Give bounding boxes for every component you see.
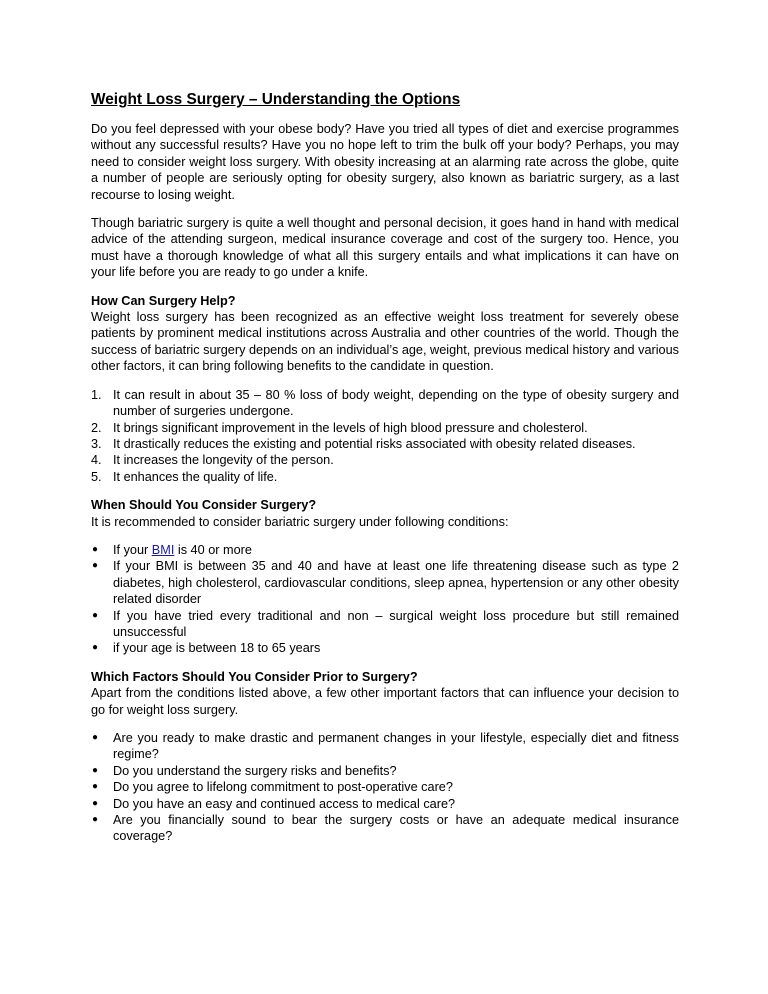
list-item-text: Do you understand the surgery risks and benefits?: [113, 763, 397, 778]
benefits-list: [91, 387, 679, 485]
list-item-text: Are you financially sound to bear the surgery costs or have an adequate medical insurance coverage?: [113, 813, 679, 844]
bullet-icon: ●: [92, 642, 99, 654]
conditions-list: [91, 542, 679, 657]
list-item: [91, 608, 679, 641]
bullet-icon: ●: [92, 797, 99, 809]
section-body: Weight loss surgery has been recognized as an effective weight loss treatment for severely obese patients by prominent medical institutions across Australia and other countries of the world. Though the success of bariatric surgery depends on an individual’s age, weight, previous medical history and various other factors, it can bring following benefits to the candidate in question.: [91, 310, 679, 374]
bmi-link[interactable]: BMI: [151, 542, 175, 557]
list-item-text-pre: If your: [113, 542, 152, 557]
section-heading: When Should You Consider Surgery?: [91, 498, 317, 513]
list-item-text: If you have tried every traditional and non – surgical weight loss procedure but still remained unsuccessful: [113, 608, 679, 639]
section-how-can-surgery-help: [91, 293, 679, 375]
list-item-text: It drastically reduces the existing and potential risks associated with obesity related diseases.: [113, 436, 636, 451]
bullet-icon: ●: [92, 764, 99, 776]
bullet-icon: ●: [92, 543, 99, 555]
bullet-icon: ●: [92, 732, 99, 743]
list-item: [91, 558, 679, 607]
factors-list: [91, 730, 679, 845]
document-title: Weight Loss Surgery – Understanding the Options: [91, 91, 461, 108]
list-item-text: Do you agree to lifelong commitment to post-operative care?: [113, 780, 453, 795]
section-factors-prior-to-surgery: [91, 669, 679, 718]
list-item: [91, 796, 679, 812]
list-item: [91, 469, 679, 485]
list-item: [91, 420, 679, 436]
list-item-text: It enhances the quality of life.: [113, 469, 278, 484]
bullet-icon: ●: [92, 781, 99, 793]
list-item: [91, 542, 679, 558]
list-item-text: It can result in about 35 – 80 % loss of body weight, depending on the type of obesity surgery and number of surgeries undergone.: [113, 387, 679, 419]
list-item: [91, 436, 679, 452]
list-number: 3.: [91, 436, 102, 451]
section-when-consider-surgery: [91, 497, 679, 530]
list-item-text: Do you have an easy and continued access to medical care?: [113, 796, 456, 811]
list-item: [91, 452, 679, 468]
section-heading: Which Factors Should You Consider Prior to Surgery?: [91, 669, 418, 684]
list-item-text: It increases the longevity of the person.: [113, 453, 334, 468]
list-item: [91, 779, 679, 795]
section-body: Apart from the conditions listed above, a few other important factors that can influence your decision to go for weight loss surgery.: [91, 686, 679, 717]
list-item-text: Are you ready to make drastic and permanent changes in your lifestyle, especially diet and fitness regime?: [113, 731, 679, 762]
list-item-text-post: is 40 or more: [174, 542, 252, 557]
bullet-icon: ●: [92, 814, 99, 826]
section-body: It is recommended to consider bariatric surgery under following conditions:: [91, 514, 509, 529]
list-item: [91, 387, 679, 420]
list-number: 1.: [91, 387, 102, 402]
list-item-text: It brings significant improvement in the levels of high blood pressure and cholesterol.: [113, 420, 588, 435]
list-number: 5.: [91, 469, 102, 484]
list-number: 4.: [91, 453, 102, 468]
list-item: [91, 640, 679, 656]
list-item: [91, 812, 679, 845]
bullet-icon: ●: [92, 609, 99, 621]
list-item-text: If your BMI is between 35 and 40 and have at least one life threatening disease such as type 2 diabetes, high cholesterol, cardiovascular conditions, sleep apnea, hypertension or any other obesity related disorder: [113, 559, 679, 607]
intro-paragraph-1: Do you feel depressed with your obese body? Have you tried all types of diet and exercise programmes without any successful results? Have you no hope left to trim the bulk off your body? Perhaps, you may need to consider weight loss surgery. With obesity increasing at an alarming rate across the globe, quite a number of people are seriously opting for obesity surgery, also known as bariatric surgery, as a last recourse to losing weight.: [91, 122, 679, 202]
list-item: [91, 763, 679, 779]
list-number: 2.: [91, 420, 102, 435]
bullet-icon: ●: [92, 560, 99, 572]
section-heading: How Can Surgery Help?: [91, 293, 236, 308]
list-item: [91, 730, 679, 763]
list-item-text: if your age is between 18 to 65 years: [113, 641, 321, 656]
intro-paragraph-2: Though bariatric surgery is quite a well thought and personal decision, it goes hand in hand with medical advice of the attending surgeon, medical insurance coverage and cost of the surgery too. Hence, you must have a thorough knowledge of what all this surgery entails and what implications it can have on your life before you are ready to go under a knife.: [91, 216, 679, 280]
document-page: [91, 90, 679, 857]
